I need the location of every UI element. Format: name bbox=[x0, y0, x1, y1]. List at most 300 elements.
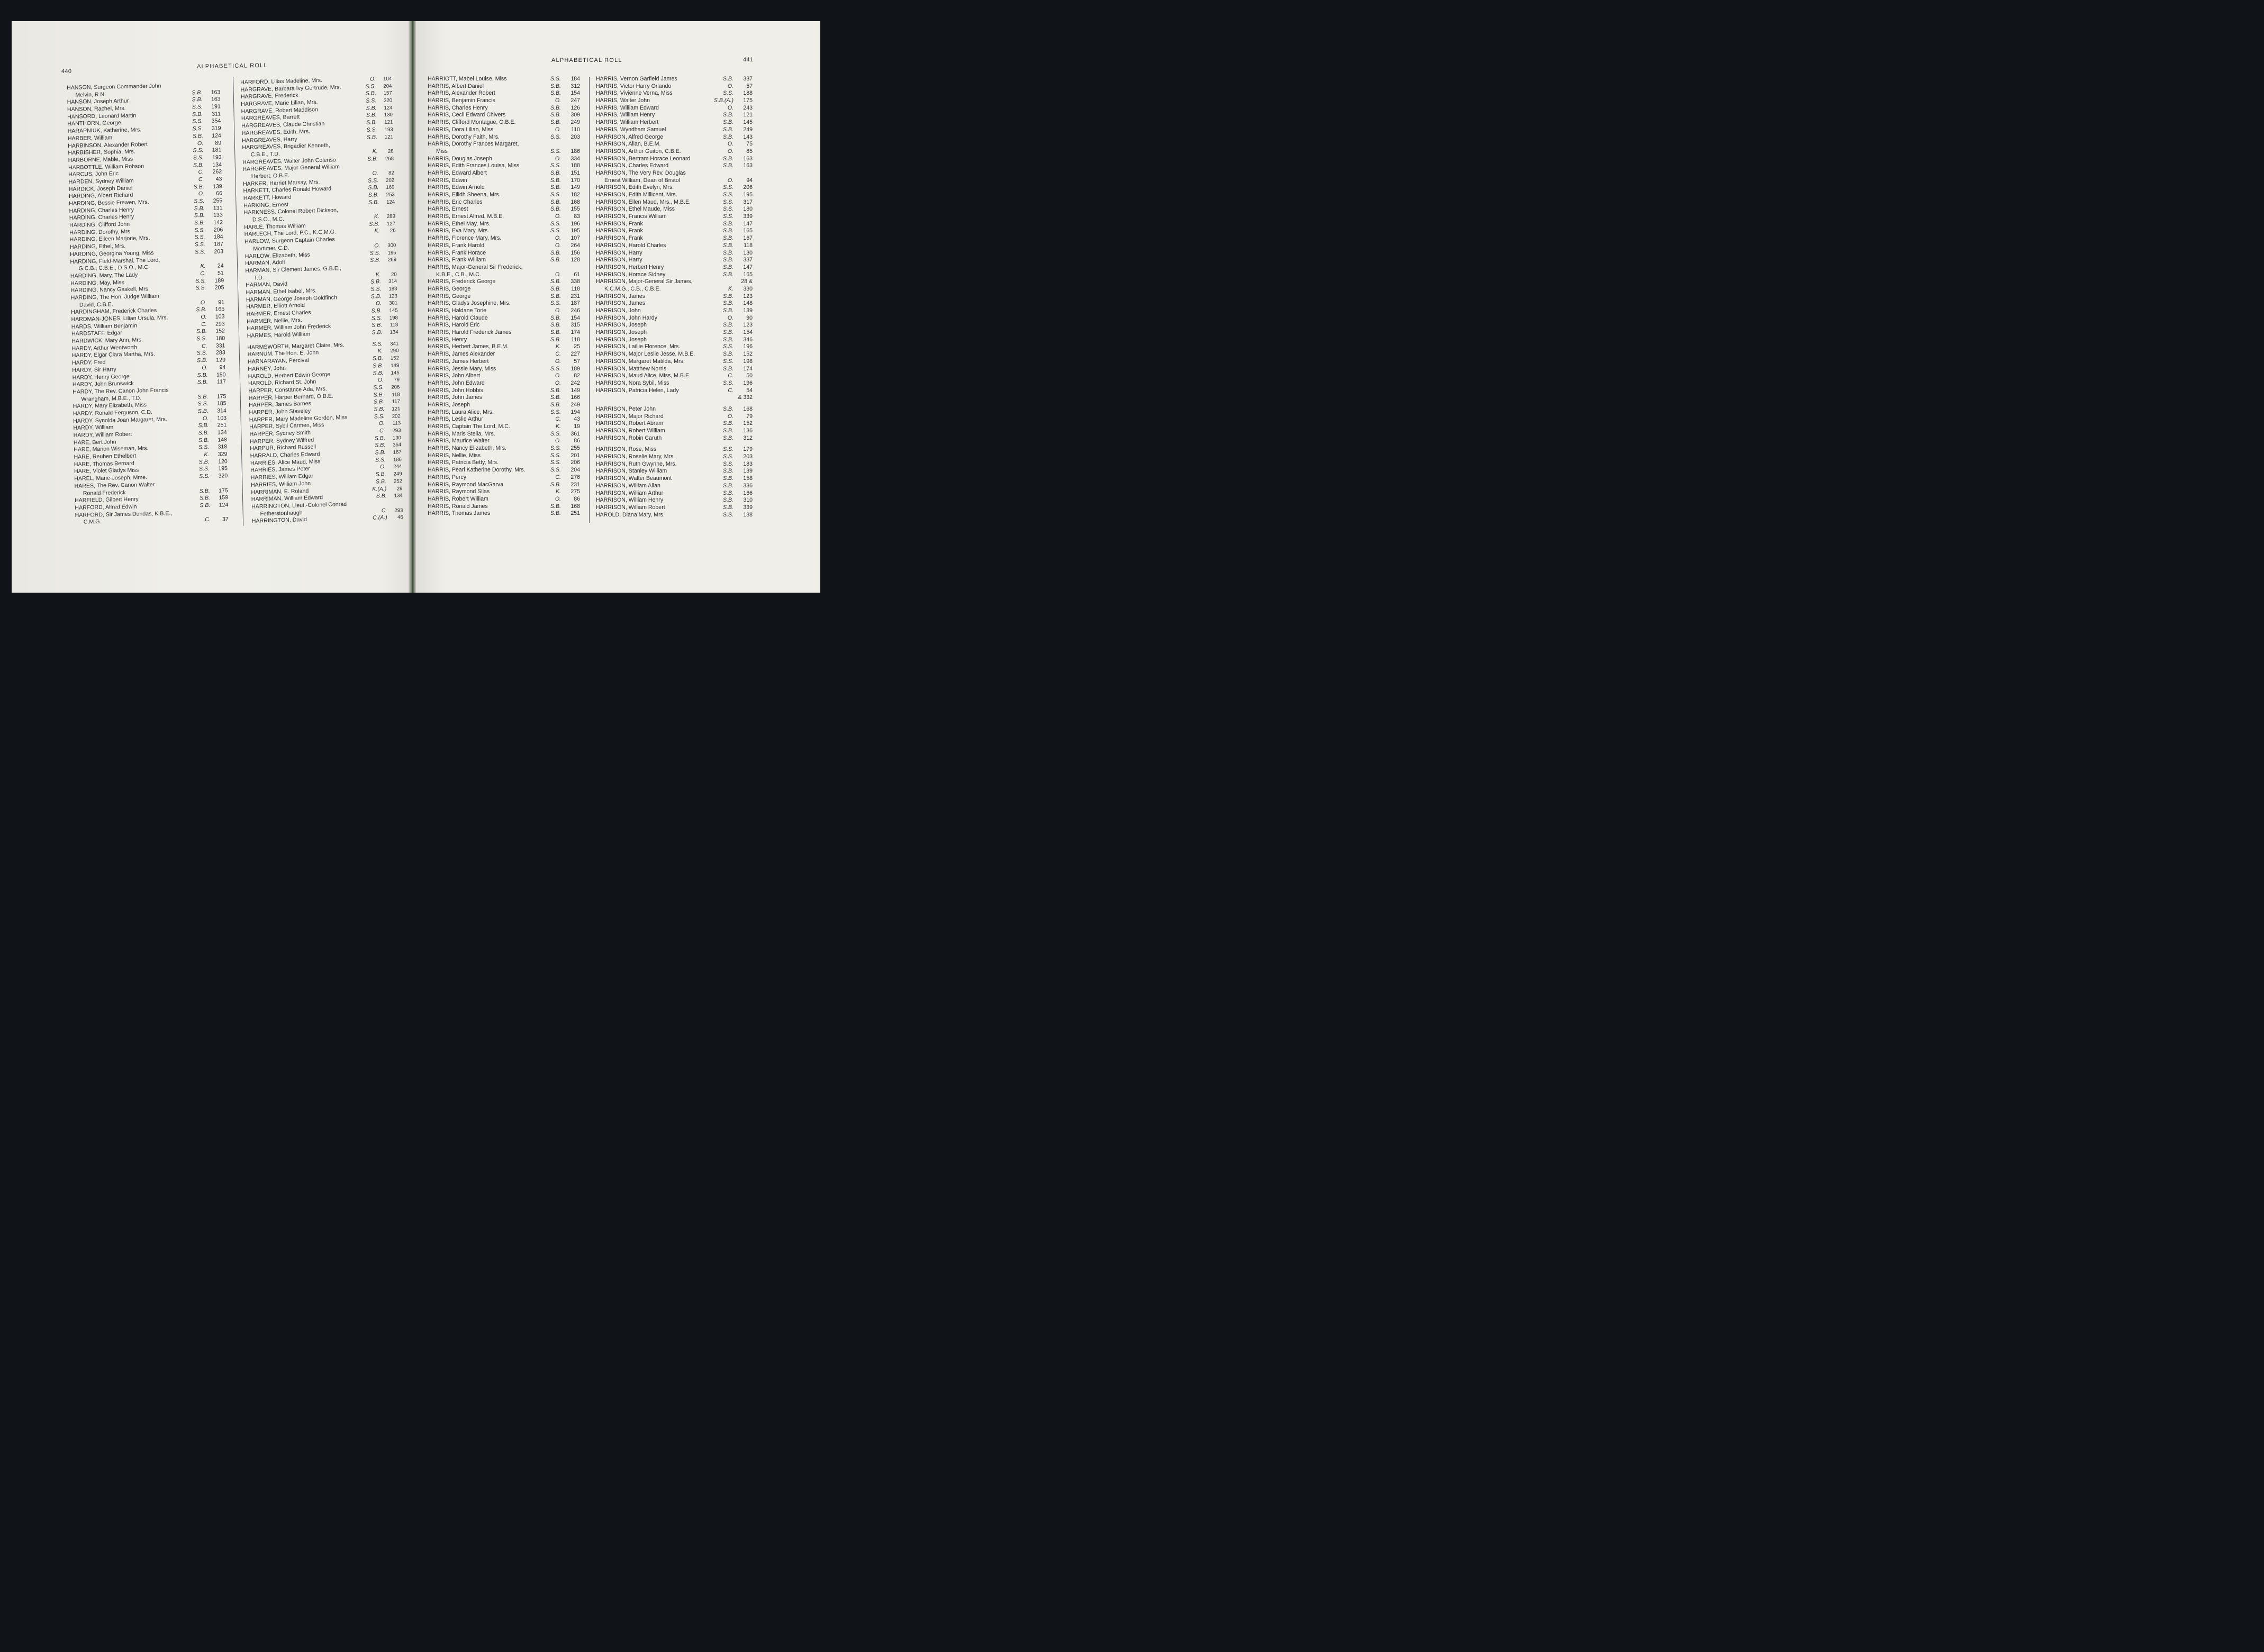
entry-name: HARRISON, Bertram Horace Leonard bbox=[596, 155, 691, 162]
roll-entry bbox=[596, 119, 755, 126]
entry-name: HARRIS, Eilidh Sheena, Mrs. bbox=[428, 192, 501, 198]
entry-name: HARMAN, George Joseph Goldfinch bbox=[246, 294, 337, 303]
entry-grade: K. bbox=[374, 228, 380, 234]
entry-page-ref: 334 bbox=[570, 155, 580, 162]
entry-grade: S.S. bbox=[550, 76, 561, 82]
entry-grade: S.B. bbox=[722, 293, 733, 299]
roll-entry bbox=[596, 221, 755, 228]
entry-grade: S.B. bbox=[722, 162, 733, 169]
entry-page-ref: 113 bbox=[392, 420, 401, 426]
entry-name: HARDMAN-JONES, Lilian Ursula, Mrs. bbox=[71, 314, 168, 323]
entry-page-ref: 54 bbox=[746, 387, 753, 394]
entry-grade: S.B. bbox=[192, 89, 203, 96]
entry-page-ref: 104 bbox=[383, 76, 392, 82]
entry-name: HARRIS, Henry bbox=[428, 336, 467, 343]
entry-page-ref: 110 bbox=[571, 126, 580, 133]
entry-grade: O. bbox=[727, 314, 733, 321]
roll-entry bbox=[428, 452, 584, 460]
entry-page-ref: 154 bbox=[570, 90, 580, 97]
roll-entry bbox=[596, 156, 755, 163]
entry-page-ref: 255 bbox=[570, 445, 580, 452]
entry-grade: S.S. bbox=[722, 192, 733, 198]
entry-grade: C. bbox=[381, 507, 387, 514]
entry-name: Ernest William, Dean of Bristol bbox=[604, 177, 681, 184]
entry-page-ref: 130 bbox=[384, 112, 393, 119]
entry-name: HARRIS, Edward Albert bbox=[428, 169, 487, 176]
entry-grade: S.B. bbox=[369, 220, 380, 228]
entry-grade: S.B. bbox=[199, 495, 211, 502]
roll-entry bbox=[428, 206, 584, 213]
entry-name: HARRISON, Robert Abram bbox=[596, 420, 664, 427]
entry-grade: S.B. bbox=[194, 205, 205, 212]
entry-name: HARRIS, Eva Mary, Mrs. bbox=[428, 228, 490, 234]
entry-grade: C. bbox=[201, 321, 207, 328]
entry-page-ref: 204 bbox=[383, 83, 392, 89]
roll-entry bbox=[596, 512, 755, 519]
entry-name: HARRISON, Roselie Mary, Mrs. bbox=[596, 453, 675, 460]
entry-name: HARDS, William Benjamin bbox=[71, 322, 138, 330]
entry-name: HARRISON, Robert William bbox=[596, 428, 665, 434]
entry-grade: S.B. bbox=[722, 497, 733, 504]
entry-page-ref: 85 bbox=[746, 148, 753, 155]
roll-entry bbox=[428, 271, 584, 279]
entry-page-ref: 205 bbox=[214, 284, 224, 291]
roll-entry bbox=[596, 170, 755, 177]
entry-page-ref: 293 bbox=[392, 428, 401, 434]
entry-page-ref: 165 bbox=[215, 306, 225, 313]
roll-entry bbox=[596, 228, 755, 235]
entry-page-ref: 163 bbox=[743, 155, 753, 162]
entry-name: HARRIS, Cecil Edward Chivers bbox=[428, 112, 506, 119]
entry-name: HARNEY, John bbox=[248, 365, 286, 373]
roll-entry bbox=[428, 315, 584, 322]
entry-name: HARMER, Nellie, Mrs. bbox=[246, 316, 302, 325]
entry-page-ref: 330 bbox=[743, 285, 753, 292]
entry-grade: S.B. bbox=[550, 503, 561, 510]
entry-page-ref: 202 bbox=[385, 177, 395, 184]
entry-page-ref: 149 bbox=[570, 184, 580, 191]
entry-page-ref: 301 bbox=[389, 300, 398, 307]
entry-grade: S.B. bbox=[722, 126, 733, 133]
entry-name: HARRIS, Robert William bbox=[428, 495, 488, 502]
entry-grade: S.S. bbox=[193, 147, 204, 154]
entry-page-ref: 123 bbox=[743, 322, 753, 329]
entry-grade: K. bbox=[375, 271, 381, 278]
entry-grade: O. bbox=[200, 299, 207, 306]
entry-page-ref: 24 bbox=[217, 262, 224, 269]
entry-grade: S.S. bbox=[722, 90, 733, 97]
entry-grade bbox=[362, 206, 379, 207]
entry-grade: C. bbox=[200, 270, 206, 277]
entry-name: HARRIS, Harold Claude bbox=[428, 314, 488, 321]
entry-name: HARRIS, George bbox=[428, 293, 471, 299]
entry-name: HARDING, Georgina Young, Miss bbox=[70, 249, 154, 258]
entry-grade: S.B. bbox=[550, 293, 561, 299]
entry-grade: O. bbox=[202, 415, 209, 422]
entry-grade: O. bbox=[555, 126, 561, 133]
entry-grade: S.B. bbox=[372, 322, 383, 329]
entry-name: HARDY, Ronald Ferguson, C.D. bbox=[73, 409, 152, 417]
entry-page-ref: 300 bbox=[387, 242, 396, 249]
entry-page-ref: 198 bbox=[743, 358, 753, 365]
entry-grade: C. bbox=[198, 176, 204, 183]
entry-page-ref: 168 bbox=[570, 198, 580, 205]
entry-grade: O. bbox=[727, 83, 733, 89]
entry-page-ref: 126 bbox=[570, 104, 580, 111]
entry-name: HARRISON, William Allan bbox=[596, 482, 660, 489]
entry-grade: S.B. bbox=[722, 351, 733, 358]
entry-name: HARBER, William bbox=[67, 134, 113, 142]
entry-name: HARDY, William bbox=[73, 424, 114, 432]
entry-page-ref: 43 bbox=[574, 416, 580, 423]
entry-page-ref: 139 bbox=[743, 468, 753, 475]
entry-page-ref: 143 bbox=[743, 133, 753, 140]
entry-name: HARDY, Sir Harry bbox=[72, 366, 116, 374]
entry-grade: C. bbox=[555, 351, 561, 358]
roll-entry bbox=[596, 329, 755, 337]
roll-entry bbox=[596, 134, 755, 141]
entry-page-ref: 315 bbox=[570, 322, 580, 329]
entry-page-ref: 142 bbox=[213, 219, 223, 226]
entry-grade: S.S. bbox=[370, 286, 382, 293]
entry-grade: S.B. bbox=[722, 482, 733, 489]
entry-page-ref: 314 bbox=[217, 407, 227, 414]
entry-grade: O. bbox=[378, 420, 385, 427]
entry-page-ref: 167 bbox=[743, 235, 753, 242]
entry-name: HARDY, The Rev. Canon John Francis bbox=[73, 387, 169, 395]
roll-entry bbox=[596, 475, 755, 483]
entry-grade: S.B. bbox=[368, 192, 379, 198]
entry-page-ref: 154 bbox=[743, 329, 753, 336]
entry-page-ref: 329 bbox=[218, 451, 228, 458]
entry-page-ref: 117 bbox=[216, 378, 226, 385]
entry-grade: O. bbox=[727, 148, 733, 155]
entry-grade: S.B. bbox=[375, 442, 386, 449]
entry-name: HARRISON, Francis William bbox=[596, 213, 667, 220]
entry-name: HARRISON, Joseph bbox=[596, 322, 647, 329]
entry-page-ref: 180 bbox=[215, 335, 225, 342]
entry-grade: S.S. bbox=[550, 452, 561, 459]
entry-page-ref: 166 bbox=[570, 394, 580, 401]
entry-grade: S.B. bbox=[722, 249, 733, 256]
entry-name: HARRIS, Edwin bbox=[428, 177, 467, 184]
entry-name: HARDING, Dorothy, Mrs. bbox=[69, 228, 132, 236]
entry-grade: S.B. bbox=[366, 133, 378, 141]
entry-page-ref: 103 bbox=[215, 313, 225, 320]
entry-name: HARLECH, The Lord, P.C., K.C.M.G. bbox=[244, 229, 337, 238]
entry-page-ref: 179 bbox=[743, 446, 753, 453]
entry-grade: S.S. bbox=[366, 126, 377, 133]
entry-grade: S.S. bbox=[196, 335, 207, 342]
roll-entry bbox=[428, 141, 584, 148]
entry-grade: S.B. bbox=[550, 329, 561, 336]
entry-grade: O. bbox=[555, 271, 561, 278]
entry-page-ref: 198 bbox=[389, 315, 399, 321]
entry-page-ref: 20 bbox=[391, 271, 397, 278]
roll-entry bbox=[428, 373, 584, 380]
entry-page-ref: 169 bbox=[386, 184, 395, 191]
entry-page-ref: 206 bbox=[391, 384, 400, 391]
roll-entry bbox=[596, 461, 755, 468]
entry-name: HARRISON, Major Richard bbox=[596, 413, 664, 420]
entry-name: HARRIMAN, E. Roland bbox=[251, 487, 309, 496]
roll-entry bbox=[596, 490, 755, 497]
entry-name: HARRISON, Rose, Miss bbox=[596, 446, 657, 453]
entry-page-ref: 148 bbox=[743, 300, 753, 307]
entry-grade: C. bbox=[555, 416, 561, 423]
roll-entry bbox=[596, 286, 755, 293]
entry-grade: S.B. bbox=[550, 285, 561, 292]
roll-entry bbox=[428, 459, 584, 467]
entry-page-ref: 309 bbox=[570, 112, 580, 119]
entry-grade: S.B. bbox=[550, 198, 561, 205]
entry-grade: K. bbox=[200, 263, 206, 270]
entry-name: HARRISON, Stanley William bbox=[596, 468, 667, 475]
entry-page-ref: 118 bbox=[571, 285, 580, 292]
entry-grade: S.B. bbox=[196, 328, 207, 335]
entry-grade: S.S. bbox=[371, 314, 383, 322]
entry-page-ref: 51 bbox=[217, 270, 224, 277]
entry-grade: S.B. bbox=[550, 314, 561, 321]
entry-name: HARBISHER, Sophia, Mrs. bbox=[68, 148, 135, 157]
entry-grade: K. bbox=[728, 285, 733, 292]
entry-page-ref: 336 bbox=[743, 482, 753, 489]
entry-page-ref: 154 bbox=[570, 314, 580, 321]
entry-name: HARRIS, Walter John bbox=[596, 97, 650, 104]
entry-page-ref: 255 bbox=[213, 197, 223, 204]
entry-name: HARRIS, Raymond MacGarva bbox=[428, 481, 504, 488]
entry-page-ref: 107 bbox=[570, 235, 580, 242]
entry-page-ref: 188 bbox=[743, 511, 753, 518]
entry-grade: O. bbox=[369, 76, 376, 83]
entry-grade: S.B. bbox=[198, 458, 210, 466]
entry-page-ref: 28 bbox=[387, 148, 394, 155]
entry-grade: S.B. bbox=[550, 90, 561, 97]
entry-name: HARPER, James Barnes bbox=[248, 400, 311, 409]
entry-grade: K.(A.) bbox=[372, 485, 387, 493]
entry-grade: O. bbox=[727, 413, 733, 420]
entry-grade: S.S. bbox=[722, 343, 733, 350]
roll-entry bbox=[596, 366, 755, 373]
entry-grade: S.S. bbox=[375, 456, 386, 464]
entry-grade: C. bbox=[728, 387, 733, 394]
entry-grade: S.S. bbox=[199, 473, 210, 480]
entry-grade: S.B. bbox=[722, 119, 733, 126]
entry-page-ref: 196 bbox=[743, 343, 753, 350]
entry-grade: S.S. bbox=[550, 192, 561, 198]
entry-name: HARGREAVES, Claude Christian bbox=[241, 120, 325, 130]
roll-entry bbox=[428, 286, 584, 293]
entry-grade: S.B. bbox=[550, 249, 561, 256]
roll-entry bbox=[428, 358, 584, 366]
entry-name: HARRIS, William Herbert bbox=[596, 119, 659, 126]
entry-page-ref: 151 bbox=[570, 169, 580, 176]
entry-grade: C. bbox=[555, 474, 561, 480]
entry-name: HARRIOTT, Mabel Louise, Miss bbox=[428, 76, 507, 82]
entry-name: HARDINGHAM, Frederick Charles bbox=[71, 307, 157, 316]
entry-name: HARDING, Clifford John bbox=[69, 221, 130, 229]
entry-page-ref: 339 bbox=[743, 213, 753, 220]
entry-grade: S.B. bbox=[722, 428, 733, 434]
entry-grade: S.B. bbox=[550, 177, 561, 184]
roll-entry bbox=[428, 192, 584, 199]
roll-entry bbox=[596, 278, 755, 286]
roll-entry bbox=[428, 257, 584, 264]
entry-page-ref: 75 bbox=[746, 141, 753, 148]
entry-name: HARRISON, Ruth Gwynne, Mrs. bbox=[596, 460, 677, 467]
roll-entry bbox=[428, 250, 584, 257]
entry-page-ref: 139 bbox=[743, 307, 753, 314]
entry-grade: S.B. bbox=[722, 300, 733, 307]
entry-name: HARRIS, Harold Frederick James bbox=[428, 329, 512, 336]
roll-entry bbox=[596, 264, 755, 271]
entry-page-ref: 91 bbox=[218, 298, 225, 306]
entry-grade: S.B. bbox=[370, 293, 382, 300]
entry-name: HARDING, Charles Henry bbox=[69, 206, 134, 214]
entry-grade: S.S. bbox=[550, 445, 561, 452]
entry-grade: S.B. bbox=[722, 76, 733, 82]
entry-name: K.B.E., C.B., M.C. bbox=[436, 271, 481, 278]
entry-grade: S.S. bbox=[374, 413, 385, 420]
entry-grade: S.S. bbox=[367, 177, 379, 184]
entry-grade: O. bbox=[555, 379, 561, 386]
entry-page-ref: 118 bbox=[744, 242, 753, 249]
entry-grade: S.B. bbox=[550, 206, 561, 213]
entry-name: HARRISON, Alfred George bbox=[596, 133, 664, 140]
roll-entry bbox=[428, 503, 584, 511]
roll-entry bbox=[596, 435, 755, 442]
entry-grade bbox=[194, 480, 210, 481]
entry-name: HARRIS, Pearl Katherine Dorothy, Mrs. bbox=[428, 467, 526, 474]
entry-grade: S.B. bbox=[722, 242, 733, 249]
entry-page-ref: 163 bbox=[211, 89, 221, 96]
entry-page-ref: 275 bbox=[570, 488, 580, 495]
entry-grade: S.B. bbox=[722, 235, 733, 242]
right-column-1 bbox=[428, 76, 584, 518]
entry-page-ref: 290 bbox=[390, 348, 399, 355]
entry-page-ref: 46 bbox=[397, 514, 403, 521]
entry-name: HARRISON, James bbox=[596, 300, 646, 307]
entry-page-ref: 194 bbox=[570, 409, 580, 415]
roll-entry bbox=[428, 228, 584, 235]
entry-grade: S.B. bbox=[370, 278, 382, 285]
entry-grade: S.B. bbox=[366, 112, 377, 119]
roll-entry bbox=[596, 413, 755, 421]
entry-page-ref: 86 bbox=[574, 438, 580, 444]
entry-page-ref: 155 bbox=[570, 206, 580, 213]
entry-name: HARRIS, Vernon Garfield James bbox=[596, 76, 677, 82]
entry-grade: S.B. bbox=[550, 119, 561, 126]
entry-page-ref: 89 bbox=[215, 139, 222, 147]
entry-name: HARGRAVE, Marie Lilian, Mrs. bbox=[241, 99, 318, 108]
entry-page-ref: 134 bbox=[394, 493, 403, 499]
entry-grade: S.B. bbox=[722, 489, 733, 496]
entry-name: HARRIS, John James bbox=[428, 394, 483, 401]
entry-name: HARRIS, Joseph bbox=[428, 401, 470, 408]
entry-page-ref: 150 bbox=[216, 371, 226, 378]
entry-grade: S.B. bbox=[197, 407, 209, 415]
entry-grade: S.S. bbox=[365, 97, 377, 104]
entry-name: HANSON, Rachel, Mrs. bbox=[67, 105, 126, 113]
roll-entry bbox=[428, 293, 584, 301]
roll-entry bbox=[428, 148, 584, 156]
entry-page-ref: 318 bbox=[218, 443, 228, 451]
entry-grade: S.B. bbox=[550, 322, 561, 329]
entry-name: HARRIS, Captain The Lord, M.C. bbox=[428, 423, 510, 430]
entry-grade: K. bbox=[204, 451, 210, 458]
entry-name: HARRISON, Charles Edward bbox=[596, 162, 669, 169]
entry-grade: S.B. bbox=[196, 306, 207, 313]
entry-name: HARDICK, Joseph Daniel bbox=[68, 185, 133, 193]
entry-name: D.S.O., M.C. bbox=[252, 215, 285, 223]
entry-page-ref: 293 bbox=[215, 321, 225, 328]
entry-name: HARMAN, Sir Clement James, G.B.E., bbox=[245, 265, 341, 274]
entry-page-ref: 338 bbox=[570, 278, 580, 285]
entry-grade: K. bbox=[555, 488, 561, 495]
entry-grade: S.B. bbox=[198, 429, 209, 437]
entry-page-ref: 203 bbox=[214, 248, 224, 255]
entry-page-ref: 183 bbox=[388, 286, 397, 292]
entry-page-ref: 310 bbox=[743, 497, 753, 504]
entry-grade: C. bbox=[379, 428, 385, 434]
entry-name: HARRINGTON, Lieut.-Colonel Conrad bbox=[251, 501, 347, 510]
entry-grade: S.S. bbox=[722, 379, 733, 386]
roll-entry bbox=[596, 307, 755, 315]
entry-page-ref: 354 bbox=[211, 117, 221, 125]
entry-page-ref: 361 bbox=[570, 430, 580, 437]
entry-grade: S.B. bbox=[722, 475, 733, 482]
roll-entry bbox=[596, 184, 755, 192]
spacer bbox=[596, 402, 755, 406]
roll-entry bbox=[596, 300, 755, 307]
entry-grade: S.B. bbox=[550, 83, 561, 89]
roll-entry bbox=[428, 112, 584, 119]
entry-grade: O. bbox=[555, 235, 561, 242]
entry-grade: O. bbox=[727, 177, 733, 184]
roll-entry bbox=[428, 184, 584, 192]
entry-grade: O. bbox=[372, 170, 378, 177]
entry-grade: S.S. bbox=[550, 300, 561, 307]
entry-page-ref: 25 bbox=[574, 343, 580, 350]
roll-entry bbox=[596, 351, 755, 358]
entry-page-ref: 94 bbox=[746, 177, 753, 184]
entry-name: HARRISON, James bbox=[596, 293, 646, 299]
entry-grade: S.S. bbox=[722, 206, 733, 213]
entry-name: HARMES, Harold William bbox=[247, 331, 311, 339]
entry-grade: O. bbox=[555, 495, 561, 502]
entry-name: David, C.B.E. bbox=[79, 301, 113, 308]
roll-entry bbox=[428, 162, 584, 170]
entry-name: HARFIELD, Gilbert Henry bbox=[74, 496, 139, 504]
entry-name: HARRIS, John Albert bbox=[428, 373, 480, 379]
entry-name: HARMAN, Ethel Isabel, Mrs. bbox=[246, 287, 317, 296]
entry-name: C.M.G. bbox=[83, 519, 102, 525]
entry-name: HARE, Bert John bbox=[73, 439, 116, 446]
entry-page-ref: 128 bbox=[570, 257, 580, 264]
roll-entry bbox=[596, 199, 755, 206]
entry-name: HARRIS, Clifford Montague, O.B.E. bbox=[428, 119, 516, 126]
entry-grade: S.B. bbox=[722, 228, 733, 234]
entry-page-ref: 28 & bbox=[741, 278, 753, 285]
entry-name: HARRISON, Margaret Matilda, Mrs. bbox=[596, 358, 685, 365]
entry-page-ref: 94 bbox=[219, 364, 226, 371]
entry-page-ref bbox=[211, 509, 228, 510]
roll-entry bbox=[596, 90, 755, 97]
entry-grade: S.S. bbox=[550, 148, 561, 155]
entry-page-ref: 124 bbox=[212, 132, 222, 139]
entry-page-ref: 121 bbox=[392, 406, 401, 412]
entry-page-ref: 202 bbox=[392, 413, 401, 420]
